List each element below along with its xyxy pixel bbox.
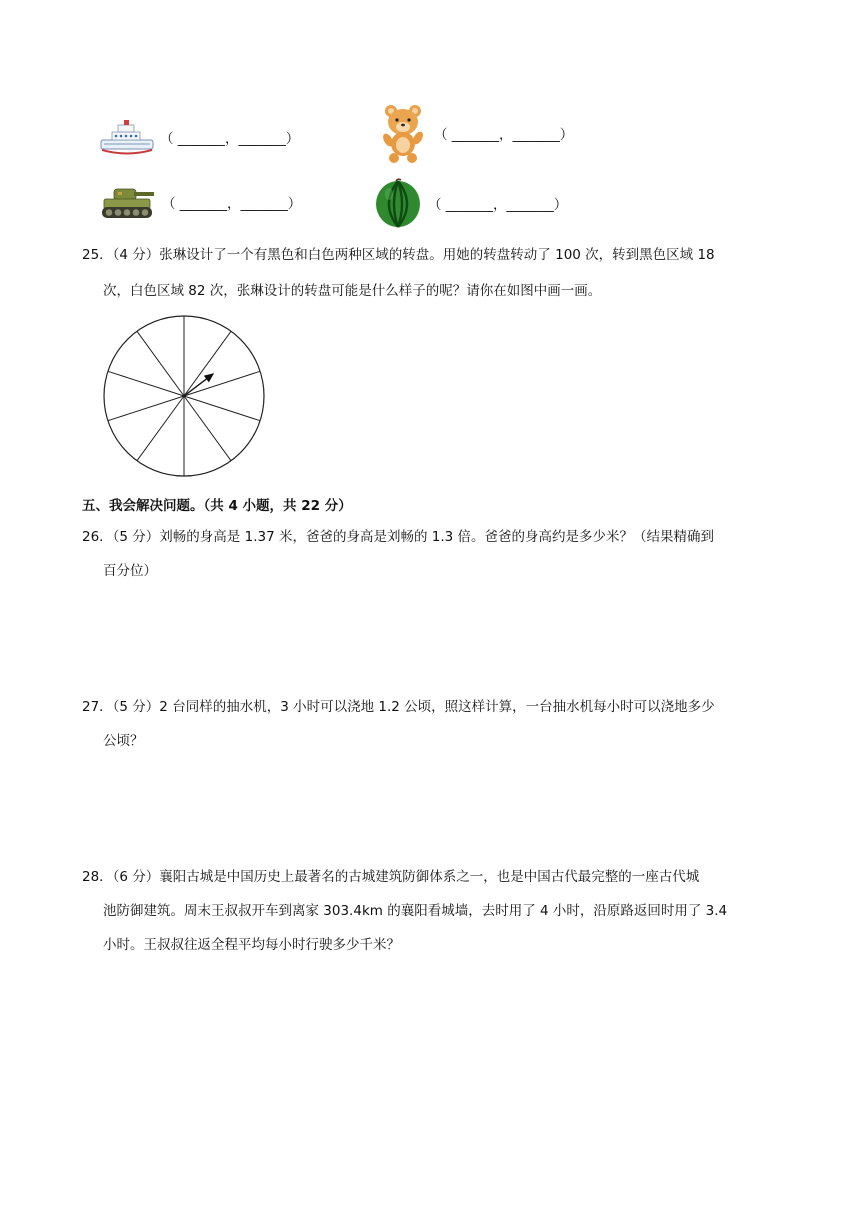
- q24-blank-ship[interactable]: （ _______，_______）: [160, 131, 300, 147]
- q24-item-watermelon: [374, 178, 567, 228]
- q25-line-2: 次，白色区域 82 次，张琳设计的转盘可能是什么样子的呢？请你在如图中画一画。: [103, 283, 602, 299]
- section-5-title: 五、我会解决问题。（共 4 小题，共 22 分）: [82, 498, 352, 514]
- q24-item-tank: [100, 183, 301, 221]
- q24-blank-tank[interactable]: （ _______，_______）: [162, 196, 302, 212]
- bear-icon: [378, 102, 428, 164]
- tank-icon: [100, 183, 156, 221]
- q24-item-ship: [100, 118, 299, 156]
- q27-line-2: 公顷？: [103, 733, 144, 749]
- q24-blank-watermelon[interactable]: （ _______，_______）: [428, 197, 568, 213]
- ship-icon: [100, 118, 154, 156]
- q26-line-1: 26．（5 分）刘畅的身高是 1.37 米，爸爸的身高是刘畅的 1.3 倍。爸爸的身高约是多少米？（结果精确到: [82, 529, 715, 545]
- q24-item-bear: [378, 102, 573, 164]
- q28-line-2: 池防御建筑。周末王叔叔开车到离家 303.4km 的襄阳看城墙，去时用了 4 小时，沿原路返回时用了 3.4: [103, 903, 728, 919]
- watermelon-icon: [374, 178, 422, 228]
- q24-blank-bear[interactable]: （ _______，_______）: [434, 127, 574, 143]
- q27-line-1: 27．（5 分）2 台同样的抽水机，3 小时可以浇地 1.2 公顷，照这样计算，一台抽水机每小时可以浇地多少: [82, 699, 715, 715]
- q28-line-3: 小时。王叔叔往返全程平均每小时行驶多少千米？: [103, 937, 400, 953]
- q28-line-1: 28．（6 分）襄阳古城是中国历史上最著名的古城建筑防御体系之一，也是中国古代最完整的一座古代城: [82, 869, 700, 885]
- spinner-figure[interactable]: [100, 312, 270, 478]
- q26-line-2: 百分位）: [103, 563, 157, 579]
- q25-line-1: 25．（4 分）张琳设计了一个有黑色和白色两种区域的转盘。用她的转盘转动了 100 次，转到黑色区域 18: [82, 247, 715, 263]
